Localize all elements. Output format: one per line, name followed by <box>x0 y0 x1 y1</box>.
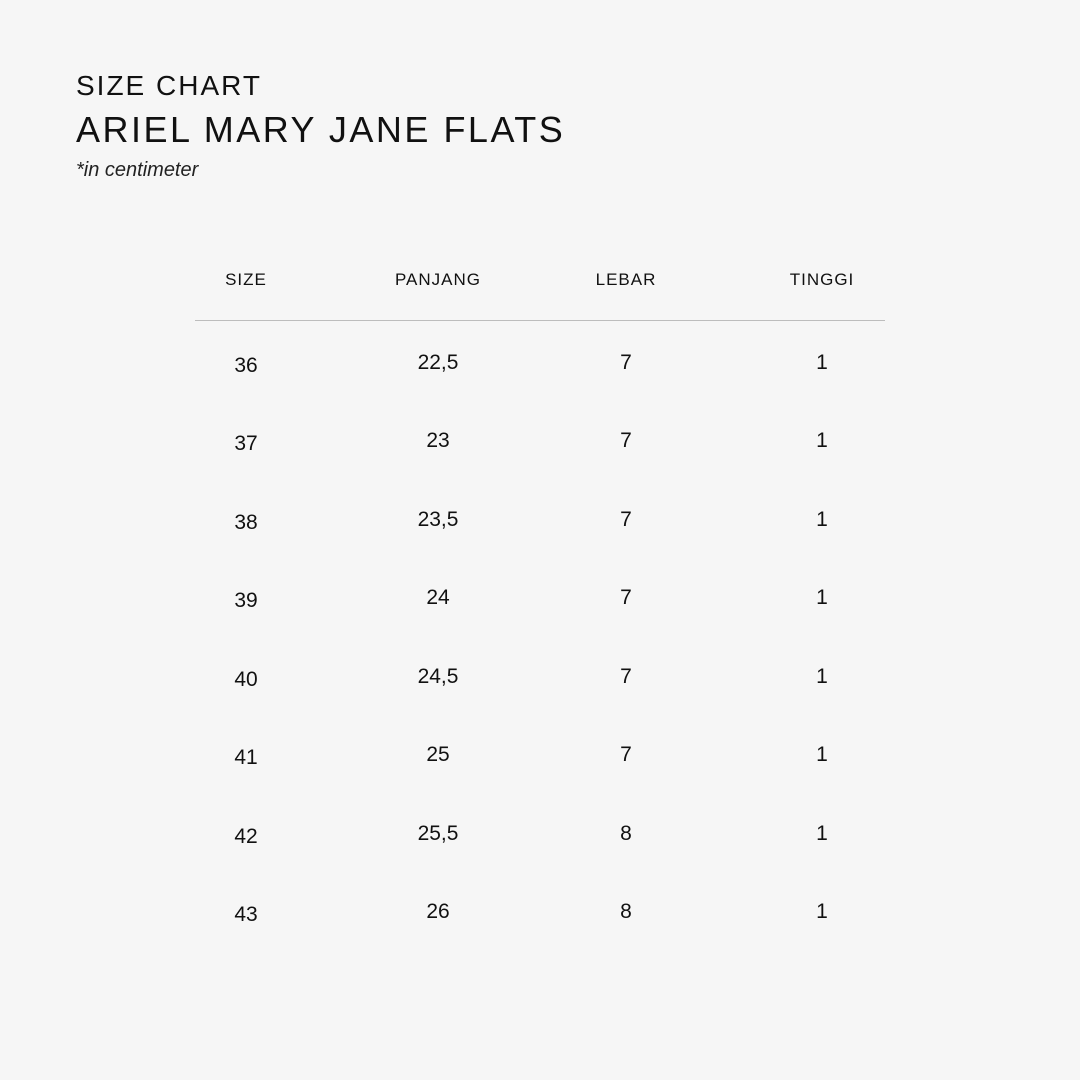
cell-tinggi: 1 <box>816 822 828 845</box>
cell-lebar: 7 <box>620 743 632 766</box>
table-row <box>0 585 1080 611</box>
cell-panjang: 25 <box>426 743 450 766</box>
page-kicker: SIZE CHART <box>76 70 262 101</box>
cell-lebar: 7 <box>620 665 632 688</box>
cell-panjang: 26 <box>426 900 450 923</box>
table-row <box>0 742 1080 768</box>
page-title: ARIEL MARY JANE FLATS <box>76 109 566 150</box>
cell-lebar: 7 <box>620 351 632 374</box>
cell-tinggi: 1 <box>816 351 828 374</box>
cell-lebar: 7 <box>620 586 632 609</box>
cell-panjang: 23 <box>426 429 450 452</box>
cell-tinggi: 1 <box>816 429 828 452</box>
cell-size: 41 <box>234 746 258 769</box>
cell-panjang: 24 <box>426 586 450 609</box>
column-header-size: SIZE <box>225 270 267 289</box>
table-row <box>0 664 1080 690</box>
cell-lebar: 7 <box>620 429 632 452</box>
cell-size: 37 <box>234 432 258 455</box>
table-row <box>0 821 1080 847</box>
cell-size: 40 <box>234 668 258 691</box>
cell-size: 39 <box>234 589 258 612</box>
table-row <box>0 507 1080 533</box>
table-row <box>0 350 1080 376</box>
cell-tinggi: 1 <box>816 508 828 531</box>
cell-panjang: 22,5 <box>417 351 459 374</box>
cell-lebar: 7 <box>620 508 632 531</box>
unit-note: *in centimeter <box>76 159 199 181</box>
cell-lebar: 8 <box>620 900 632 923</box>
cell-panjang: 25,5 <box>417 822 459 845</box>
cell-tinggi: 1 <box>816 586 828 609</box>
cell-size: 36 <box>234 354 258 377</box>
cell-panjang: 24,5 <box>417 665 459 688</box>
column-header-panjang: PANJANG <box>394 270 482 289</box>
column-header-lebar: LEBAR <box>595 270 657 289</box>
cell-size: 42 <box>234 825 258 848</box>
cell-lebar: 8 <box>620 822 632 845</box>
cell-tinggi: 1 <box>816 665 828 688</box>
table-row <box>0 428 1080 454</box>
cell-tinggi: 1 <box>816 743 828 766</box>
cell-size: 38 <box>234 511 258 534</box>
column-header-tinggi: TINGGI <box>789 270 855 289</box>
cell-tinggi: 1 <box>816 900 828 923</box>
header-divider <box>195 320 885 321</box>
cell-size: 43 <box>234 903 258 926</box>
cell-panjang: 23,5 <box>417 508 459 531</box>
table-row <box>0 899 1080 925</box>
